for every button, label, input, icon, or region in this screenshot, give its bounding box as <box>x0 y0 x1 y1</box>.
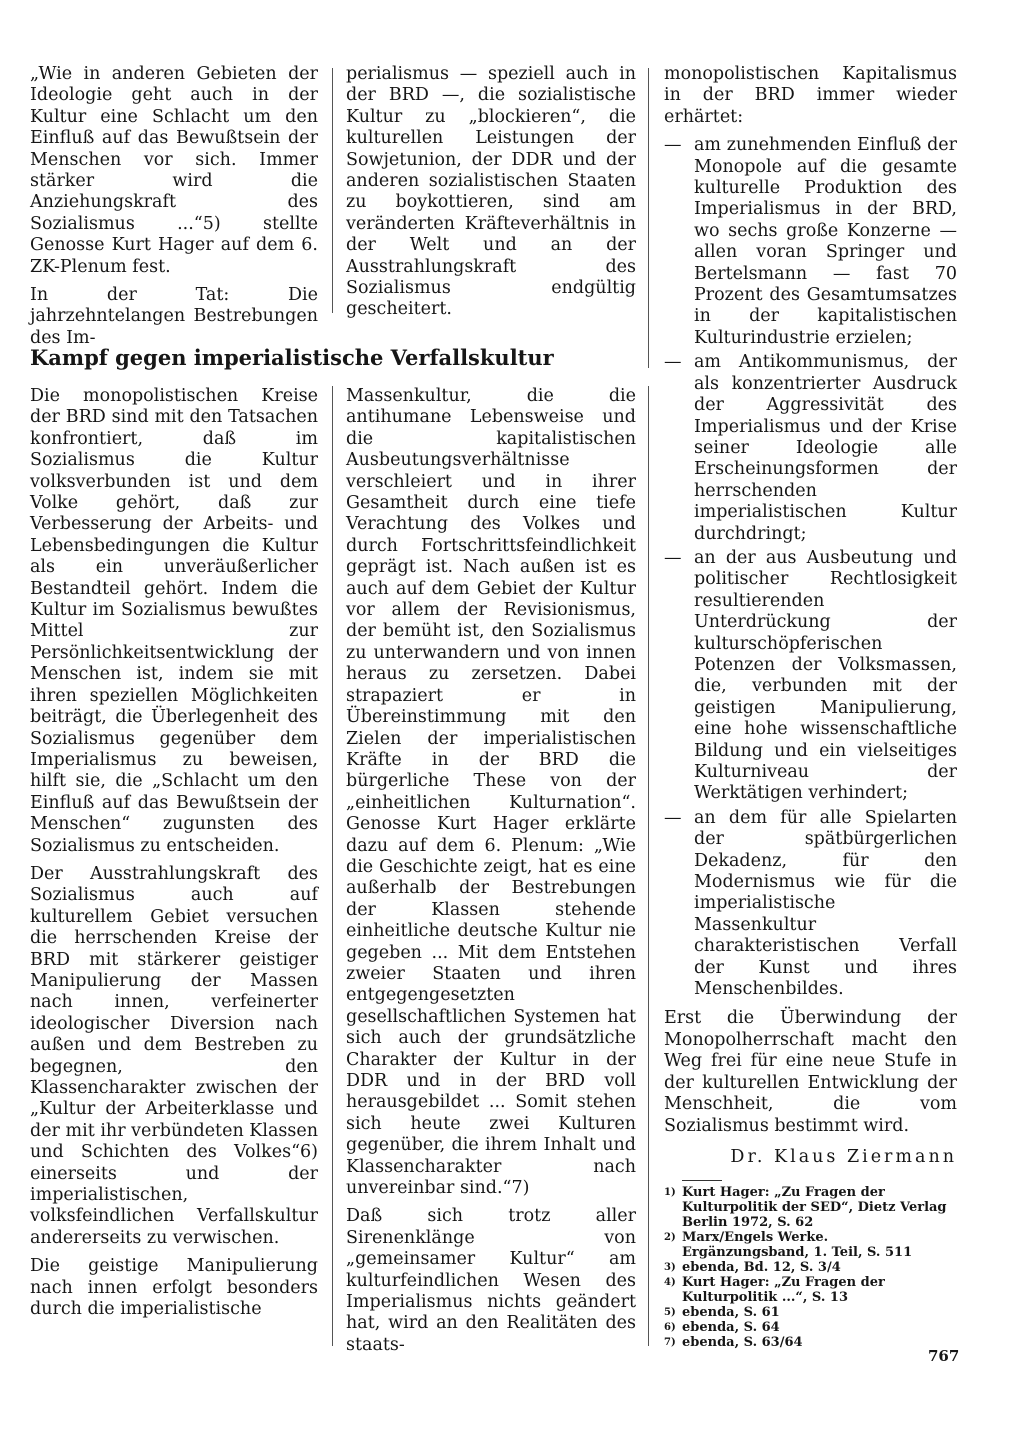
footnote-number: 5) <box>664 1307 676 1319</box>
footnote <box>664 1185 957 1230</box>
footnote-text: ebenda, S. 61 <box>682 1305 780 1321</box>
list-item-text: am zunehmenden Einfluß der Monopole auf die gesamte kulturelle Produktion des Imperialismus in der BRD, wo sechs große Konzerne — allen voran Springer und Bertelsmann — fast 70 Prozent des Gesamtumsatzes in der kapitalistischen Kulturindustrie erzielen; <box>694 135 957 348</box>
page-number: 767 <box>928 1347 960 1365</box>
paragraph: Die geistige Manipulierung nach innen erfolgt besonders durch die imperialistische <box>30 1256 318 1320</box>
footnotes <box>664 1185 957 1350</box>
list-item-text: an dem für alle Spielarten der spätbürgerlichen Dekadenz, für den Modernismus wie für die imperialistische Massenkultur charakteristischen Verfall der Kunst und ihres Menschenbildes. <box>694 807 957 1000</box>
footnote-number: 7) <box>664 1337 676 1349</box>
list-item <box>664 548 957 805</box>
footnote-text: ebenda, S. 64 <box>682 1320 780 1336</box>
footnote-number: 4) <box>664 1277 676 1289</box>
list-item-text: an der aus Ausbeutung und politischer Rechtlosigkeit resultierenden Unterdrückung der kulturschöpferischen Potenzen der Volksmassen, die, verbunden mit der geistigen Manipulierung, eine hohe wissenschaftliche Bildung und ein vielseitiges Kulturniveau der Werktätigen verhindert; <box>694 547 957 804</box>
paragraph: „Wie in anderen Gebieten der Ideologie geht auch in der Kultur eine Schlacht um den Einfluß auf das Bewußtsein der Menschen vor sich. Immer stärker wird die Anziehungskraft des Sozialismus ...“5) stellte Genosse Kurt Hager auf dem 6. ZK-Plenum fest. <box>30 64 318 277</box>
footnote-text: Marx/Engels Werke. Ergänzungsband, 1. Teil, S. 511 <box>682 1230 913 1261</box>
paragraph: In der Tat: Die jahrzehntelangen Bestrebungen des Im- <box>30 285 318 348</box>
footnote-number: 2) <box>664 1232 676 1244</box>
column-divider <box>648 68 649 368</box>
list-item <box>664 352 957 545</box>
dash-marker: — <box>664 352 682 373</box>
list-item-text: am Antikommunismus, der als konzentrierter Ausdruck der Aggressivität des Imperialismus und der Krise seiner Ideologie alle Erscheinungsformen der herrschenden imperialistischen Kultur durchdringt; <box>694 352 957 544</box>
footnote-rule <box>682 1180 722 1181</box>
paragraph: Der Ausstrahlungskraft des Sozialismus auch auf kulturellem Gebiet versuchen die herrschenden Kreise der BRD mit stärkerer geistiger Manipulierung der Massen nach innen, verfeinerter ideologischer Diversion nach außen und dem Bestreben zu begegnen, den Klassencharakter zwischen der „Kultur der Arbeiterklasse und der mit ihr verbündeten Klassen und Schichten des Volkes“6) einerseits und der imperialistischen, volksfeindlichen Verfallskultur andererseits zu verwischen. <box>30 863 318 1248</box>
column-1-bottom <box>30 386 318 1327</box>
footnote <box>664 1275 957 1305</box>
footnote-number: 6) <box>664 1322 676 1334</box>
list-item <box>664 808 957 1001</box>
column-divider <box>332 68 333 313</box>
footnote-text: ebenda, Bd. 12, S. 3/4 <box>682 1260 841 1276</box>
list-item <box>664 135 957 349</box>
paragraph: Erst die Überwindung der Monopolherrschaft macht den Weg frei für eine neue Stufe in der kulturellen Entwicklung der Menschheit, die vom Sozialismus bestimmt wird. <box>664 1008 957 1136</box>
footnote-text: Kurt Hager: „Zu Fragen der Kulturpolitik der SED“, Dietz Verlag Berlin 1972, S. 62 <box>682 1185 947 1231</box>
footnote <box>664 1335 957 1350</box>
paragraph: perialismus — speziell auch in der BRD —, die sozialistische Kultur zu „blockieren“, die kulturellen Leistungen der Sowjetunion, der DDR und der anderen sozialistischen Staaten zu boykottieren, sind am veränderten Kräfteverhältnis in der Welt und an der Ausstrahlungskraft des Sozialismus endgültig gescheitert. <box>346 64 636 320</box>
footnote <box>664 1320 957 1335</box>
footnote <box>664 1230 957 1260</box>
column-2-bottom <box>346 386 636 1363</box>
footnote <box>664 1305 957 1320</box>
column-2-top <box>346 64 636 328</box>
footnote-text: Kurt Hager: „Zu Fragen der Kulturpolitik ...“, S. 13 <box>682 1275 885 1306</box>
column-1-top <box>30 64 318 356</box>
column-divider <box>332 386 333 1346</box>
column-3 <box>664 64 957 1350</box>
dash-marker: — <box>664 135 682 156</box>
footnote-number: 1) <box>664 1187 676 1199</box>
column-divider <box>648 386 649 1346</box>
paragraph: Daß sich trotz aller Sirenenklänge von „gemeinsamer Kultur“ am kulturfeindlichen Wesen des Imperialismus nichts geändert hat, wird an den Realitäten des staats- <box>346 1206 636 1355</box>
paragraph: Massenkultur, die die antihumane Lebensweise und die kapitalistischen Ausbeutungsverhältnisse verschleiert und in ihrer Gesamtheit durch eine tiefe Verachtung des Volkes und durch Fortschrittsfeindlichkeit geprägt ist. Nach außen ist es auch auf dem Gebiet der Kultur vor allem der Revisionismus, der bemüht ist, den Sozialismus zu unterwandern und von innen heraus zu zersetzen. Dabei strapaziert er in Übereinstimmung mit den Zielen der imperialistischen Kräfte in der BRD die bürgerliche These von der „einheitlichen Kulturnation“. Genosse Kurt Hager erklärte dazu auf dem 6. Plenum: „Wie die Geschichte zeigt, hat es eine außerhalb der Bestrebungen der Klassen stehende einheitliche deutsche Kultur nie gegeben ... Mit dem Entstehen zweier Staaten und ihren entgegengesetzten gesellschaftlichen Systemen hat sich auch der grundsätzliche Charakter der Kultur in der DDR und in der BRD voll herausgebildet ... Somit stehen sich heute zwei Kulturen gegenüber, die ihrem Inhalt und Klassencharakter nach unvereinbar sind.“7) <box>346 386 636 1199</box>
dash-marker: — <box>664 807 682 828</box>
dash-marker: — <box>664 547 682 568</box>
section-heading: Kampf gegen imperialistische Verfallskultur <box>30 345 554 370</box>
author-name: Dr. Klaus Ziermann <box>730 1146 957 1167</box>
footnote-number: 3) <box>664 1262 676 1274</box>
footnote-text: ebenda, S. 63/64 <box>682 1335 803 1351</box>
paragraph: monopolistischen Kapitalismus in der BRD immer wieder erhärtet: <box>664 64 957 127</box>
footnote <box>664 1260 957 1275</box>
paragraph: Die monopolistischen Kreise der BRD sind mit den Tatsachen konfrontiert, daß im Sozialismus die Kultur volksverbunden ist und dem Volke gehört, daß zur Verbesserung der Arbeits- und Lebensbedingungen die Kultur als ein unveräußerlicher Bestandteil gehört. Indem die Kultur im Sozialismus bewußtes Mittel zur Persönlichkeitsentwicklung der Menschen ist, indem sie mit ihren speziellen Möglichkeiten beiträgt, die Überlegenheit des Sozialismus gegenüber dem Imperialismus zu beweisen, hilft sie, die „Schlacht um den Einfluß auf das Bewußtsein der Menschen“ zugunsten des Sozialismus zu entscheiden. <box>30 386 318 856</box>
